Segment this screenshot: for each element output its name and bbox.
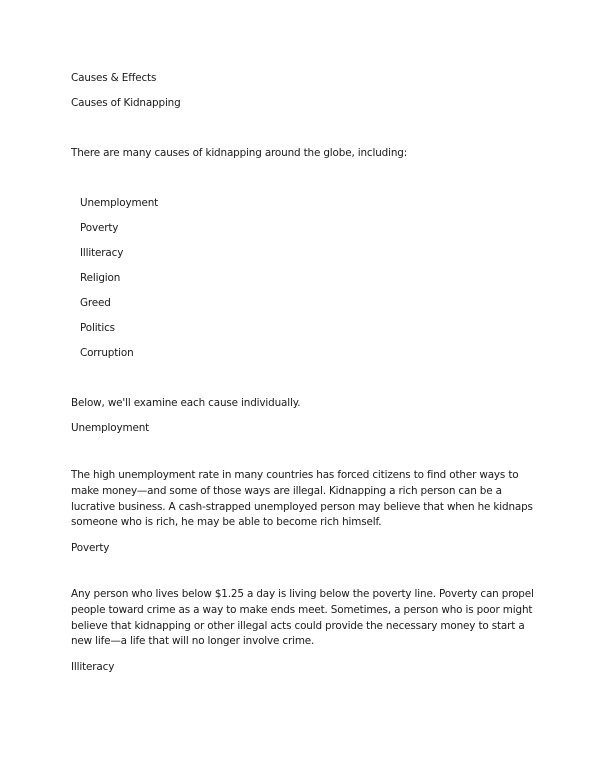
section-title-illiteracy: Illiteracy xyxy=(71,661,115,673)
list-item: Illiteracy xyxy=(80,247,124,259)
document-subheading: Causes of Kidnapping xyxy=(71,97,181,109)
section-body-poverty: Any person who lives below $1.25 a day is living below the poverty line. Poverty can propel people toward crime as a way to make ends meet. Sometimes, a person who is poor might believe that kidnapping or other illegal acts could provide the necessary money to start a new life—a life that will no longer involve crime. xyxy=(71,588,534,648)
transition-paragraph: Below, we'll examine each cause individually. xyxy=(71,397,301,409)
list-item: Greed xyxy=(80,297,111,309)
list-item: Politics xyxy=(80,322,115,334)
list-item: Poverty xyxy=(80,222,119,234)
section-title-unemployment: Unemployment xyxy=(71,422,150,434)
list-item: Unemployment xyxy=(80,197,159,209)
list-item: Corruption xyxy=(80,347,134,359)
section-body-unemployment: The high unemployment rate in many countries has forced citizens to find other ways to make money—and some of those ways are illegal. Kidnapping a rich person can be a lucrative business. A cash-strapped unemployed person may believe that when he kidnaps someone who is rich, he may be able to become rich himself. xyxy=(71,469,533,529)
section-title-poverty: Poverty xyxy=(71,542,110,554)
list-item: Religion xyxy=(80,272,121,284)
document-heading: Causes & Effects xyxy=(71,72,157,84)
intro-paragraph: There are many causes of kidnapping around the globe, including: xyxy=(71,147,408,159)
